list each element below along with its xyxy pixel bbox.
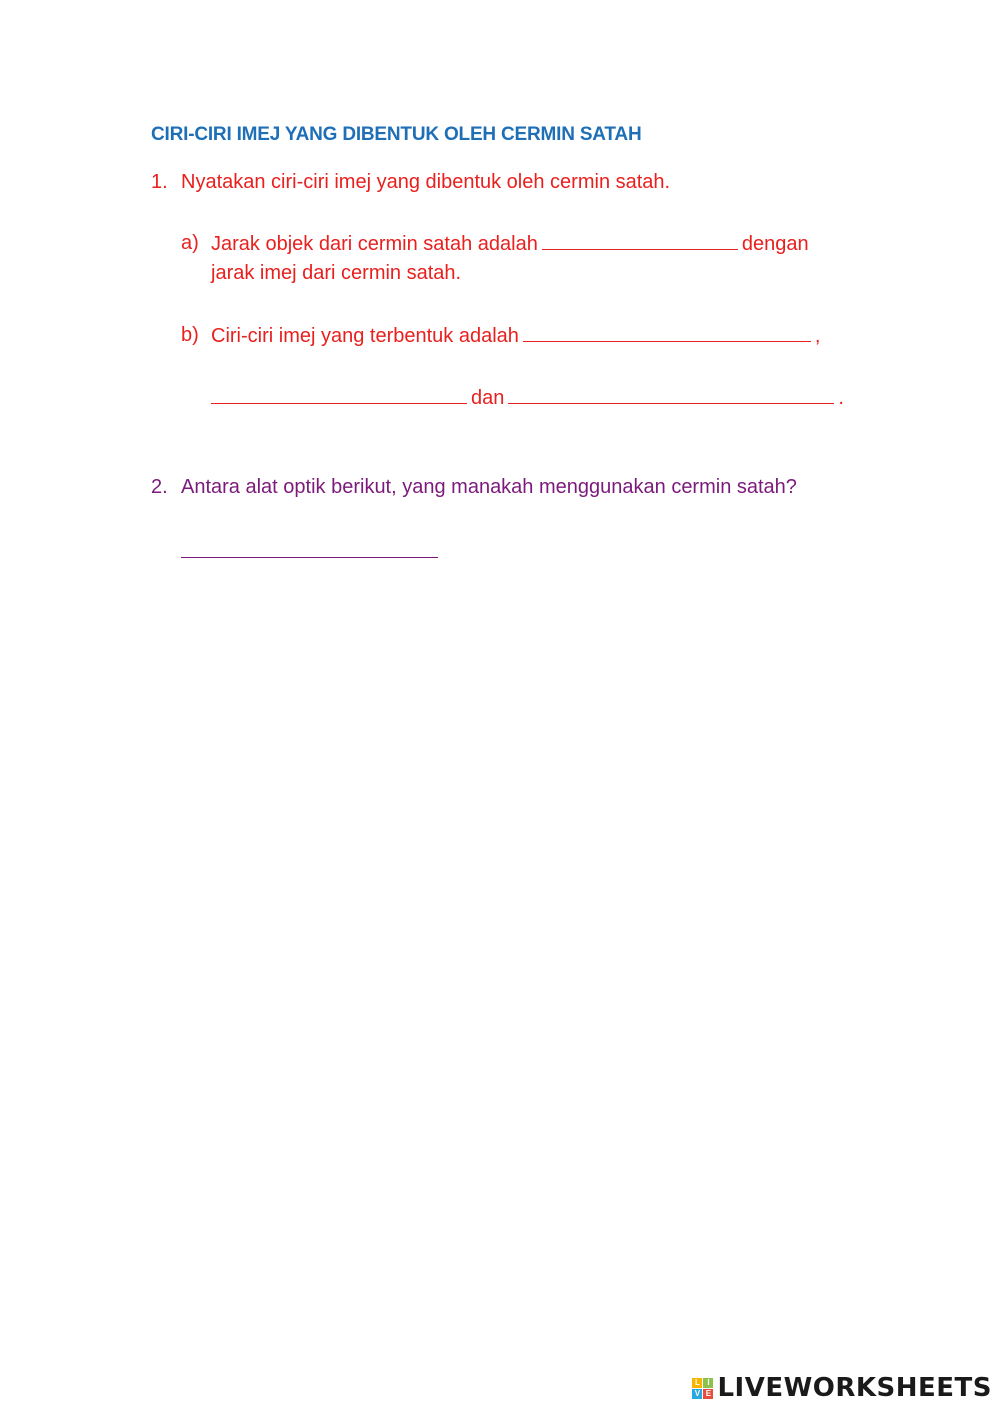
q2-answer-blank[interactable]: [181, 557, 438, 558]
q1-text: Nyatakan ciri-ciri imej yang dibentuk oleh cermin satah.: [181, 171, 671, 193]
q1a-line1: [211, 231, 809, 256]
q1b-comma: ,: [814, 325, 821, 347]
q1a-blank[interactable]: [542, 231, 738, 250]
q1b-period: .: [838, 387, 844, 409]
q1b-blank-2[interactable]: [211, 385, 467, 404]
brand-text: LIVEWORKSHEETS: [717, 1373, 992, 1403]
logo-letter-i: I: [703, 1378, 713, 1388]
q1b-text-before: Ciri-ciri imej yang terbentuk adalah: [211, 325, 519, 347]
logo-letter-l: L: [692, 1378, 702, 1388]
q1a-label: a): [181, 232, 199, 254]
logo-letter-v: V: [692, 1389, 702, 1399]
q1a-text-before: Jarak objek dari cermin satah adalah: [211, 233, 538, 255]
q1-number: 1.: [151, 171, 168, 193]
logo-letter-e: E: [703, 1389, 713, 1399]
liveworksheets-logo: [692, 1373, 992, 1403]
q1a-text-after: dengan: [741, 233, 809, 255]
q1b-blank-3[interactable]: [508, 385, 834, 404]
q2-text: Antara alat optik berikut, yang manakah menggunakan cermin satah?: [181, 476, 797, 498]
q1b-label: b): [181, 324, 199, 346]
q1b-line1: [211, 323, 820, 348]
q1b-connector: dan: [471, 387, 505, 409]
q1a-line2: jarak imej dari cermin satah.: [211, 262, 462, 284]
q2-number: 2.: [151, 476, 168, 498]
q1b-blank-1[interactable]: [523, 323, 811, 342]
q1b-line2: [207, 385, 844, 410]
worksheet-title: CIRI-CIRI IMEJ YANG DIBENTUK OLEH CERMIN SATAH: [151, 124, 642, 145]
logo-grid-icon: [692, 1378, 713, 1399]
